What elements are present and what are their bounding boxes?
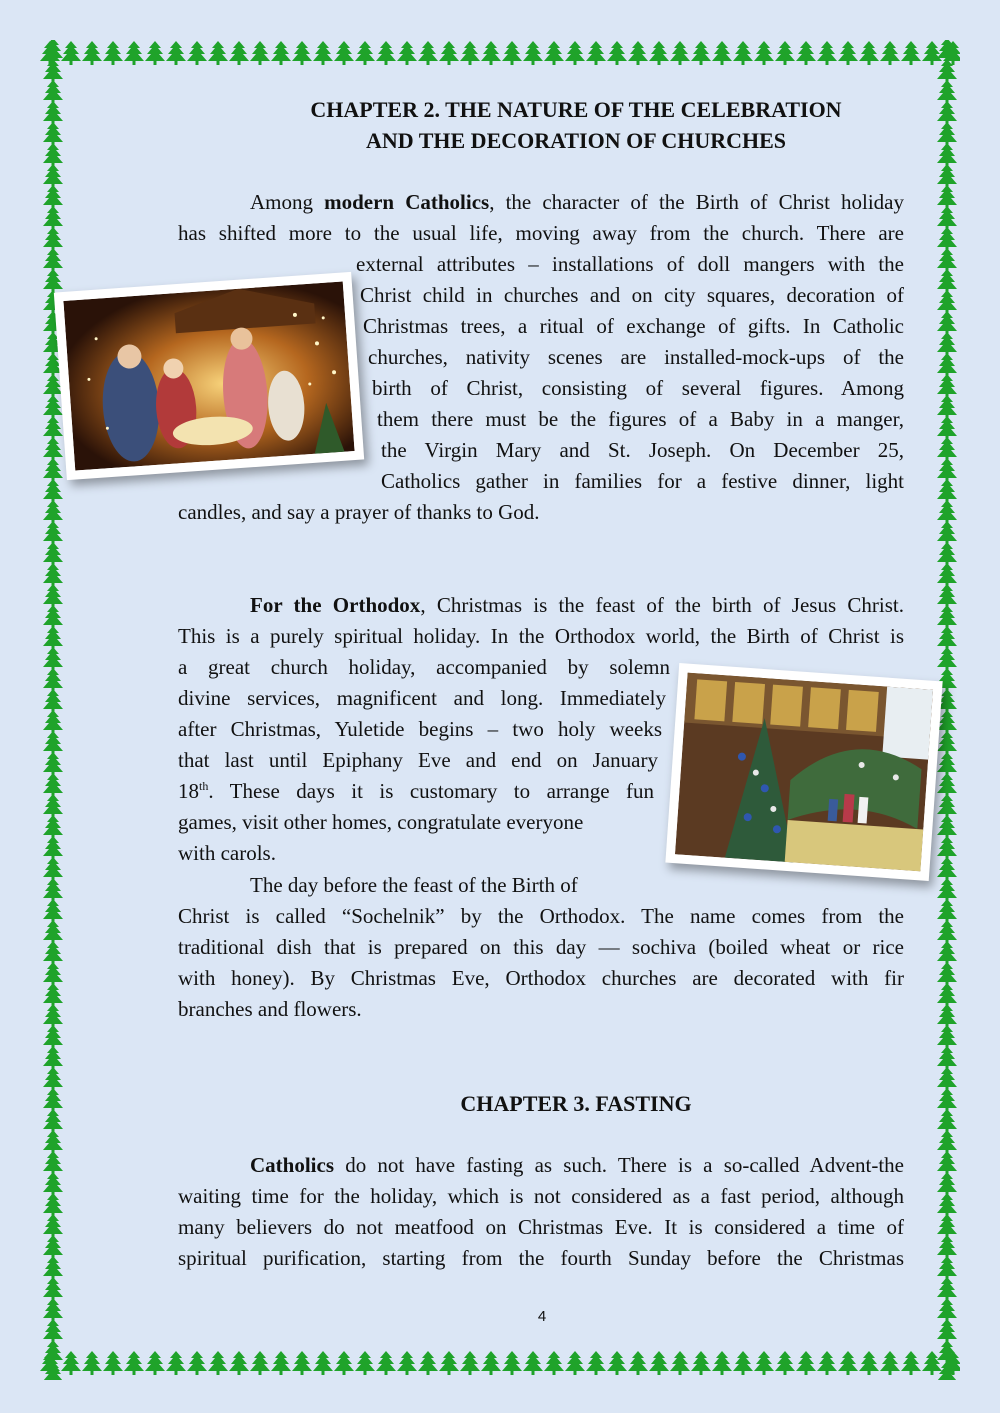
paragraph-line: waiting time for the holiday, which is not considered as a fast period, although bbox=[178, 1184, 904, 1208]
chapter-2-heading-line-1: CHAPTER 2. THE NATURE OF THE CELEBRATION bbox=[310, 97, 842, 122]
orthodox-paragraph-wrap bbox=[178, 652, 670, 869]
paragraph-line: branches and flowers. bbox=[178, 997, 362, 1021]
sochelnik-paragraph bbox=[178, 870, 904, 1025]
nativity-scene-image bbox=[63, 281, 354, 470]
nativity-scene-photo bbox=[54, 272, 364, 480]
catholic-paragraph-wrap-6 bbox=[377, 404, 904, 435]
paragraph-line: external attributes – installations of doll mangers with the bbox=[356, 252, 904, 276]
paragraph-line: traditional dish that is prepared on this day — sochiva (boiled wheat or rice bbox=[178, 935, 904, 959]
paragraph-line: after Christmas, Yuletide begins – two holy weeks bbox=[178, 717, 662, 741]
paragraph-line: 18th. These days it is customary to arrange fun bbox=[178, 779, 654, 803]
paragraph-line: This is a purely spiritual holiday. In the Orthodox world, the Birth of Christ is bbox=[178, 624, 904, 648]
paragraph-line: The day before the feast of the Birth of bbox=[250, 873, 578, 897]
chapter-2-heading bbox=[178, 94, 974, 156]
page-number: 4 bbox=[537, 1308, 547, 1325]
catholic-paragraph-wrap-2 bbox=[360, 280, 904, 311]
paragraph-line: candles, and say a prayer of thanks to God. bbox=[178, 500, 540, 524]
paragraph-line: churches, nativity scenes are installed-mock-ups of the bbox=[368, 345, 904, 369]
paragraph-line: Christ child in churches and on city squares, decoration of bbox=[360, 283, 904, 307]
orthodox-paragraph bbox=[178, 590, 904, 652]
paragraph-line: Christ is called “Sochelnik” by the Orthodox. The name comes from the bbox=[178, 904, 904, 928]
catholic-paragraph-wrap-4 bbox=[368, 342, 904, 373]
chapter-3-heading bbox=[178, 1088, 974, 1119]
paragraph-line: a great church holiday, accompanied by solemn bbox=[178, 655, 670, 679]
fasting-paragraph bbox=[178, 1150, 904, 1274]
catholic-paragraph-end bbox=[178, 497, 904, 528]
bold-term: modern Catholics bbox=[324, 190, 490, 214]
chapter-3-heading-text: CHAPTER 3. FASTING bbox=[460, 1091, 692, 1116]
bold-term: For the Orthodox bbox=[250, 593, 421, 617]
paragraph-line: many believers do not meatfood on Christmas Eve. It is considered a time of bbox=[178, 1215, 904, 1239]
chapter-2-heading-line-2: AND THE DECORATION OF CHURCHES bbox=[365, 128, 787, 153]
paragraph-line: the Virgin Mary and St. Joseph. On December 25, bbox=[381, 438, 904, 462]
paragraph-line: Among modern Catholics, the character of the Birth of Christ holiday bbox=[250, 190, 905, 214]
paragraph-line: Catholics gather in families for a festive dinner, light bbox=[381, 469, 904, 493]
church-interior-image bbox=[675, 673, 933, 872]
catholic-paragraph-wrap-5 bbox=[372, 373, 904, 404]
paragraph-line: has shifted more to the usual life, moving away from the church. There are bbox=[178, 221, 904, 245]
catholic-paragraph-wrap-8 bbox=[381, 466, 904, 497]
paragraph-line: Catholics do not have fasting as such. There is a so-called Advent-the bbox=[250, 1153, 904, 1177]
bold-term: Catholics bbox=[250, 1153, 334, 1177]
paragraph-line: that last until Epiphany Eve and end on January bbox=[178, 748, 658, 772]
catholic-paragraph bbox=[178, 187, 904, 249]
paragraph-line: divine services, magnificent and long. Immediately bbox=[178, 686, 666, 710]
paragraph-line: with carols. bbox=[178, 841, 276, 865]
catholic-paragraph-wrap-3 bbox=[363, 311, 904, 342]
paragraph-line: For the Orthodox, Christmas is the feast of the birth of Jesus Christ. bbox=[250, 593, 904, 617]
catholic-paragraph-wrap-1 bbox=[356, 249, 904, 280]
paragraph-line: spiritual purification, starting from the fourth Sunday before the Christmas bbox=[178, 1246, 904, 1270]
paragraph-line: games, visit other homes, congratulate everyone bbox=[178, 810, 584, 834]
church-interior-photo bbox=[665, 663, 942, 881]
paragraph-line: with honey). By Christmas Eve, Orthodox churches are decorated with fir bbox=[178, 966, 904, 990]
paragraph-line: them there must be the figures of a Baby in a manger, bbox=[377, 407, 904, 431]
paragraph-line: birth of Christ, consisting of several figures. Among bbox=[372, 376, 904, 400]
paragraph-line: Christmas trees, a ritual of exchange of gifts. In Catholic bbox=[363, 314, 904, 338]
catholic-paragraph-wrap-7 bbox=[381, 435, 904, 466]
